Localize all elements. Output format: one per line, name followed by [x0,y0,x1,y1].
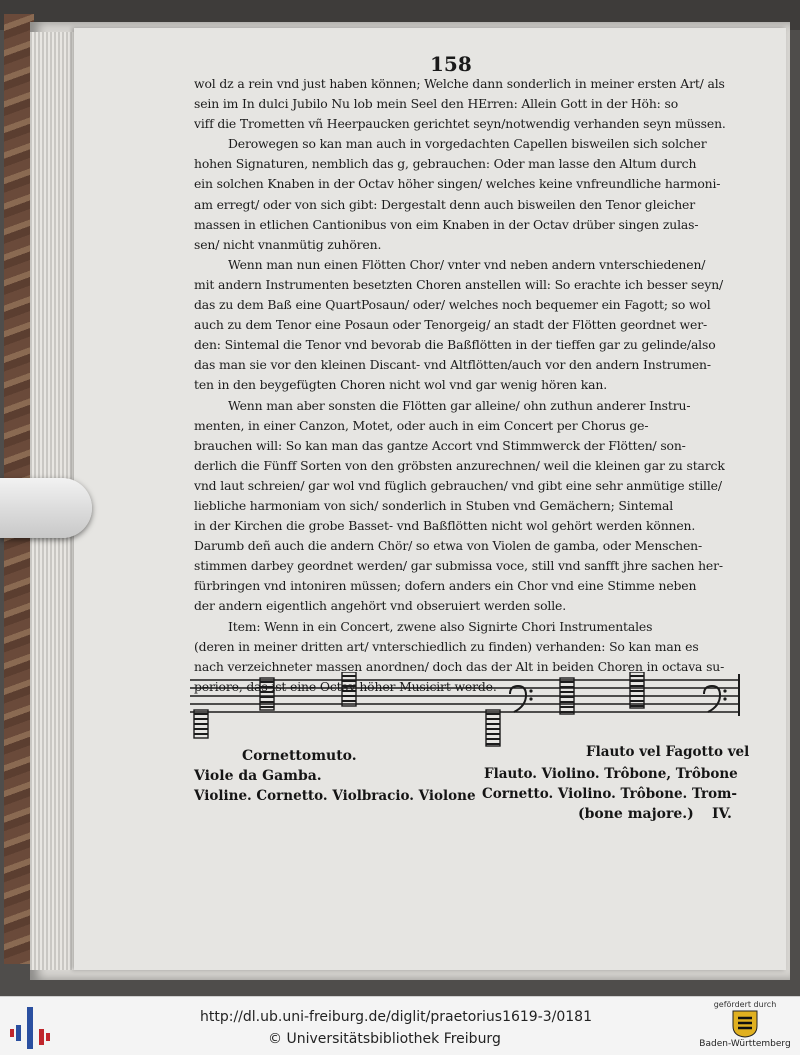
text-line: in der Kirchen die grobe Basset- vnd Baßflötten nicht wol gehört werden können. [194,518,696,534]
ub-freiburg-logo-icon [10,1007,50,1049]
page-clip [0,478,92,538]
text-line: sein im In dulci Jubilo Nu lob mein Seel den HErren: Allein Gott in der Höh: so [194,96,679,112]
bass-clef-left-symbol [510,686,533,712]
source-url-link[interactable]: http://dl.ub.uni-freiburg.de/diglit/praetorius1619-3/0181 [200,1009,592,1025]
text-line: ten in den beygefügten Choren nicht wol vnd gar wenig hören kan. [194,377,608,393]
text-line: Item: Wenn in ein Concert, zwene also Signirte Chori Instrumentales [228,618,653,634]
text-line: Darumb deñ auch die andern Chör/ so etwa von Violen de gamba, oder Menschen- [194,538,703,554]
label-choir-left-instruments: Violine. Cornetto. Violbracio. Violone [194,788,476,804]
label-viole-da-gamba: Viole da Gamba. [194,768,322,784]
text-line: nach verzeichneter massen anordnen/ doch das der Alt in beiden Choren in octava su- [194,658,725,674]
text-line: das zu dem Baß eine QuartPosaun/ oder/ welches noch bequemer ein Fagott; so wol [194,297,711,313]
text-line: liebliche harmoniam von sich/ sonderlich in Stuben vnd Gemächern; Sintemal [194,497,674,513]
label-choir-right-lower: Cornetto. Violino. Trôbone. Trom- [482,786,738,802]
label-cornettomuto: Cornettomuto. [242,748,357,764]
note-column [560,678,574,714]
music-score [190,672,746,752]
text-line: periore, das ist eine Octav höher Musicirt werde. [194,678,497,694]
note-column [630,672,644,708]
label-flauto-vel-fagotto: Flauto vel Fagotto vel [586,744,750,760]
text-line: hohen Signaturen, nemblich das g, gebrauchen: Oder man lasse den Altum durch [194,156,697,172]
text-line: das man sie vor den kleinen Discant- vnd Altflötten/auch vor den andern Instrumen- [194,357,711,373]
note-column [342,672,356,706]
text-line: vnd laut schreien/ gar wol vnd füglich gebrauchen/ vnd gibt eine sehr anmütige stille/ [194,477,722,493]
text-line: ein solchen Knaben in der Octav höher singen/ welches keine vnfreundliche harmoni- [194,176,721,192]
label-roman-four: IV. [712,806,732,822]
text-line: stimmen darbey geordnet werden/ gar submissa voce, still vnd sanfft jhre sachen her- [194,558,723,574]
text-line: den: Sintemal die Tenor vnd bevorab die Baßflötten in der tieffen gar zu gelinde/also [194,337,716,353]
text-line: wol dz a rein vnd just haben können; Welche dann sonderlich in meiner ersten Art/ als [194,76,725,91]
note-column [260,678,274,710]
body-text [194,74,746,697]
text-line: sen/ nicht vnanmütig zuhören. [194,236,382,252]
note-columns [194,672,644,746]
text-line: Derowegen so kan man auch in vorgedachten Capellen bisweilen sich solcher [228,136,707,152]
copyright-text: © Universitätsbibliothek Freiburg [268,1031,501,1047]
text-line: auch zu dem Tenor eine Posaun oder Tenorgeig/ an stadt der Flötten geordnet wer- [194,317,707,333]
text-line: derlich die Fünff Sorten von den gröbsten anzurechnen/ weil die kleinen gar zu starck [194,457,725,473]
text-line: viff die Trometten vñ Heerpaucken gerichtet seyn/notwendig verhanden seyn müssen. [194,116,726,132]
text-line: fürbringen vnd intoniren müssen; dofern anders ein Chor vnd eine Stimme neben [194,578,697,594]
note-column [194,710,208,738]
sponsor-top-text: gefördert durch [713,1000,777,1009]
footer-bar [0,996,800,1055]
text-line: am erregt/ oder von sich gibt: Dergestalt denn auch bisweilen den Tenor gleicher [194,196,695,212]
text-line: Wenn man nun einen Flötten Chor/ vnter vnd neben andern vnterschiedenen/ [228,256,706,272]
text-line: Wenn man aber sonsten die Flötten gar alleine/ ohn zuthun anderer Instru- [228,397,691,413]
text-line: massen in etlichen Cantionibus von eim Knaben in der Octav drüber singen zulas- [194,216,699,232]
note-column [486,710,500,746]
label-bone-majore: (bone majore.) [578,806,694,822]
bass-clef-right-symbol [704,686,727,712]
text-line: brauchen will: So kan man das gantze Accort vnd Stimmwerck der Flötten/ son- [194,437,686,453]
sponsor-block [692,1000,798,1049]
text-line: mit andern Instrumenten besetzten Choren anstellen will: So erachte ich besser seyn/ [194,276,724,292]
text-line: der andern eigentlich angehört vnd obseruiert werden solle. [194,598,566,614]
text-line: (deren in meiner dritten art/ vnterschiedlich zu finden) verhanden: So kan man es [194,638,699,654]
sponsor-bottom-text: Baden-Württemberg [699,1039,791,1049]
label-choir-right-upper: Flauto. Violino. Trôbone, Trôbone [484,766,738,782]
page-number: 158 [430,52,472,76]
baden-wuerttemberg-lion-icon [732,1010,758,1038]
text-line: menten, in einer Canzon, Motet, oder auch in eim Concert per Chorus ge- [194,417,649,433]
